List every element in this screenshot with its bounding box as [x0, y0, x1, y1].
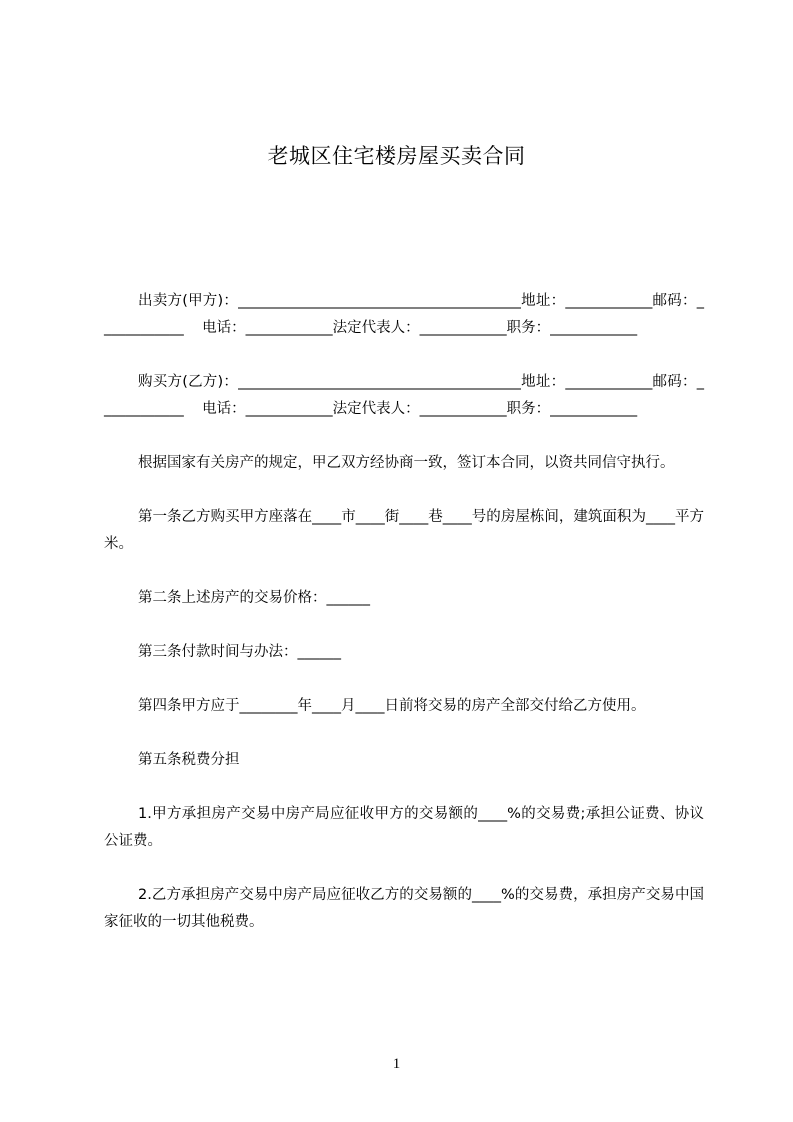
paragraph-article-5-item-2: 2.乙方承担房产交易中房产局应征收乙方的交易额的____%的交易费，承担房产交易中国家征收的一切其他税费。	[104, 887, 704, 930]
paragraph-article-5: 第五条税费分担	[138, 752, 240, 768]
document-title: 老城区住宅楼房屋买卖合同	[267, 144, 526, 168]
paragraph-buyer-info: 购买方(乙方)：_______________________________________地址：____________邮码：____________ 电话：____________法定代表人：____________职务：____________	[104, 374, 704, 417]
paragraph-article-2: 第二条上述房产的交易价格：______	[138, 590, 370, 606]
paragraph-preamble: 根据国家有关房产的规定，甲乙双方经协商一致，签订本合同，以资共同信守执行。	[138, 455, 675, 471]
paragraph-article-4: 第四条甲方应于________年____月____日前将交易的房产全部交付给乙方使用。	[138, 698, 646, 714]
document-body	[104, 288, 704, 963]
paragraph-article-1: 第一条乙方购买甲方座落在____市____街____巷____号的房屋栋间，建筑面积为____平方米。	[104, 509, 704, 552]
paragraph-seller-info: 出卖方(甲方)：_______________________________________地址：____________邮码：____________ 电话：____________法定代表人：____________职务：____________	[104, 293, 704, 336]
paragraph-article-5-item-1: 1.甲方承担房产交易中房产局应征收甲方的交易额的____%的交易费;承担公证费、协议公证费。	[104, 806, 704, 849]
page-number: 1	[392, 1056, 401, 1072]
paragraph-article-3: 第三条付款时间与办法：______	[138, 644, 341, 660]
